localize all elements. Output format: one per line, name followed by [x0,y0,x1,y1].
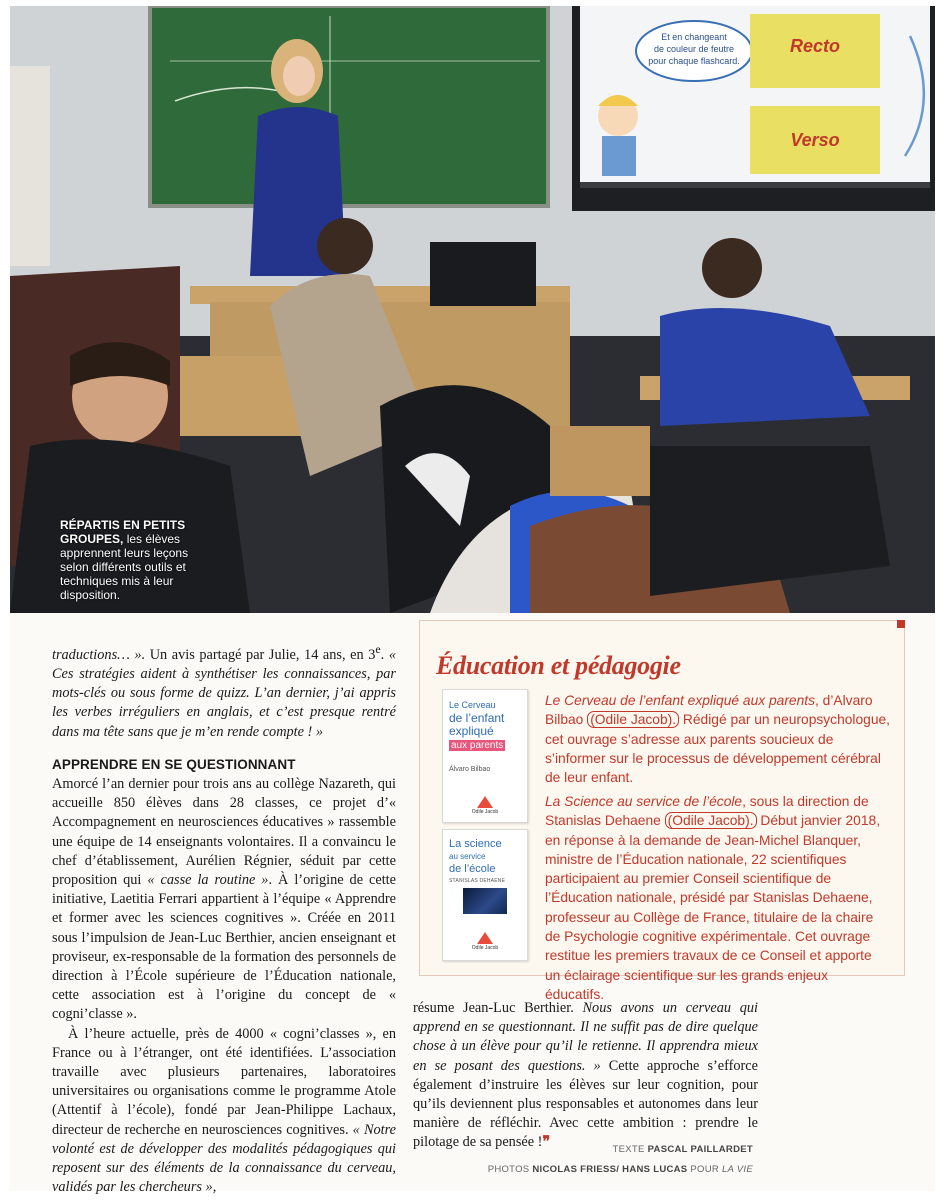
publisher-logo [471,796,499,815]
cover-line: de l’enfant [449,711,505,725]
publisher-triangle-icon [477,932,493,944]
publisher-logo [471,932,499,951]
book-entry-2 [545,792,890,1004]
quote-fragment: « Notre volonté est de développer des modalités pédagogiques qui reposent sur des éléments de la connaissance du cerveau, validés par les chercheurs » [52,1121,396,1196]
text-fragment: À l’heure actuelle, près de 4000 « cogni’classes », en France ou à l’étranger, ont été identifiées. L’association travaille avec plusieurs partenaires, laboratoires universitaires ou organisations comme le programme Atole (Attentif à l’école), fondé par Jean-Philippe Lachaux, directeur de recherche en neurosciences cognitives. [52,1025,396,1138]
slide-bubble-line-1: Et en changeant [661,32,727,42]
book1-cover-author: Álvaro Bilbao [449,766,491,773]
left-paragraph-1 [52,640,396,742]
credit-label: TEXTE [612,1144,648,1155]
publisher-triangle-icon [477,796,493,808]
slide-recto-label: Recto [789,36,841,56]
magazine-page [10,6,935,1196]
photo-caption [60,518,200,602]
quote-julie: « Ces stratégies aident à synthétiser les connaissances, par mots-clés ou sous forme de quizz. L’an dernier, j’ai appris les verbes irréguliers en anglais, et c’est presque rentré dans ma tête sans que je m’en rende compte ! » [52,646,396,740]
text-fragment: . [380,646,389,663]
quote-fragment: traductions… ». [52,646,146,663]
text-fragment: Amorcé l’an dernier pour trois ans au collège Nazareth, qui accueille 850 élèves dans 28 classes, ce projet d’« Accompagnement en neurosciences éducatives » rassemble une équipe de 14 enseignants volontaires. Il a convaincu le chef d’établissement, Aurélien Régnier, séduit par cette proposition qui [52,775,396,888]
left-paragraph-2 [52,775,396,1025]
slide-bubble-line-3: pour chaque flashcard. [648,56,740,66]
sidebar-title: Éducation et pédagogie [436,651,681,680]
cover-line: de l’école [449,863,496,875]
corner-marker [897,620,905,628]
end-mark-icon: ❞ [542,1134,551,1151]
caption-lead: RÉPARTIS EN PETITS GROUPES, [60,518,186,546]
entry-text: , d’Alvaro Bilbao [545,693,873,728]
cover-line: Le Cerveau [449,700,496,710]
credit-label: PHOTOS [487,1164,533,1175]
caption-text: les élèves apprennent leurs leçons selon différents outils et techniques mis à leur disposition. [60,532,189,602]
left-column [52,640,396,1197]
publisher-name: Odile Jacob [471,809,499,815]
text-fragment: , [212,1179,217,1196]
text-fragment: . À l’origine de cette initiative, Laetitia Ferrari appartient à l’équipe « Apprendre et former avec les sciences cognitives ». Créée en 2011 sous l’impulsion de Jean-Luc Berthier, ancien enseignant et proviseur, ex-responsable de la formation des personnels de direction à l’École supérieure de l’Éducation nationale, cette association est à l’origine du concept de « cogni’classe ». [52,872,397,1023]
cover-line: expliqué [449,724,494,738]
book1-cover-title [449,698,523,752]
text-fragment: Un avis partagé par Julie, 14 ans, en 3 [145,646,376,663]
left-paragraph-3 [52,1025,396,1198]
book-title: Le Cerveau de l’enfant expliqué aux parents [545,693,815,708]
entry-text: , sous la direction de Stanislas Dehaene [545,794,869,829]
superscript: e [375,642,381,656]
quote-berthier: Nous avons un cerveau qui apprend en se questionnant. Il ne suffit pas de dire quelque chose à un élève pour qu’il le retienne. Il apprendra mieux en se posant des questions. » [413,1000,759,1074]
reading-sidebar [419,620,905,1002]
publisher-ref: (Odile Jacob). [587,711,679,728]
section-heading: APPRENDRE EN SE QUESTIONNANT [52,756,296,772]
slide-verso-label: Verso [790,130,840,150]
text-fragment: résume Jean-Luc Berthier. [413,1000,583,1016]
text-fragment: Cette approche s’efforce également d’instruire les élèves sur leur cognition, pour qu’ils deviennent plus responsables et autonomes dans leur manière de réfléchir. Avec cette ambition : prendre le pilotage de sa pensée ! [413,1057,758,1151]
credit-author: NICOLAS FRIESS/ HANS LUCAS [532,1164,688,1175]
entry-text: Rédigé par un neuropsychologue, cet ouvrage s’adresse aux parents soucieux de s’informer sur le processus de développement cérébral de leur enfant. [545,712,891,786]
book-entry-1 [545,691,890,787]
quote-fragment: « casse la routine » [147,872,269,888]
right-paragraph-1 [413,999,758,1153]
credit-publication: LA VIE [721,1164,753,1175]
book2-cover-title [449,838,523,875]
publisher-ref: (Odile Jacob). [665,812,757,829]
book-cover-science [442,829,528,961]
credit-author: PASCAL PAILLARDET [647,1144,753,1155]
book-cover-cerveau [442,689,528,823]
right-column [413,999,758,1153]
classroom-photo [10,6,935,613]
credit-label: POUR [687,1164,722,1175]
slide-bubble-line-2: de couleur de feutre [653,44,735,54]
entry-text: Début janvier 2018, en réponse à la demande de Jean-Michel Blanquer, ministre de l’Éducation nationale, 22 scientifiques participaient au premier Conseil scientifique de l’Éducation nationale, présidé par Stanislas Dehaene, professeur au Collège de France, titulaire de la chaire de Psychologie cognitive expérimentale. Cet ouvrage restitue les premiers travaux de ce Conseil et apporte un éclairage scientifique sur les grands enjeux éducatifs. [545,813,881,1002]
cover-line: aux parents [451,740,504,751]
cover-image [463,888,507,914]
photo-credit [413,1164,753,1175]
book-title: La Science au service de l’école [545,794,743,809]
chalkboard [150,6,548,206]
book2-cover-author: STANISLAS DEHAENE [449,878,506,884]
text-credit [413,1144,753,1155]
cover-line: La science [449,838,502,850]
publisher-name: Odile Jacob [471,945,499,951]
cover-line: au service [449,852,486,861]
